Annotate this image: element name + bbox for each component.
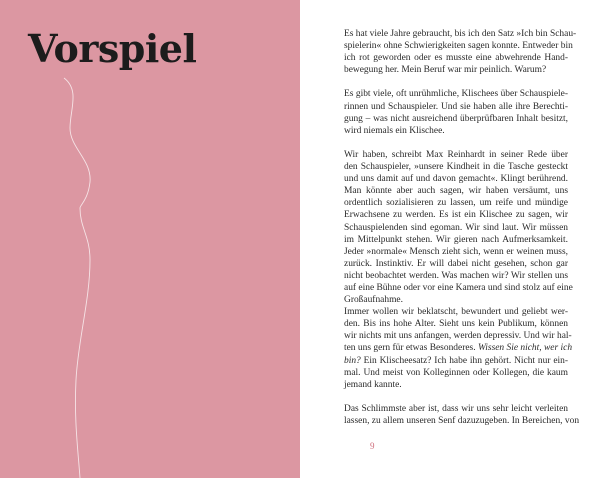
text-line-with-italic (344, 355, 568, 367)
text-line: jemand kannte. (344, 379, 402, 390)
text-line: Immer wollen wir beklatscht, bewundert und geliebt wer- (344, 307, 568, 318)
page-number: 9 (370, 441, 375, 451)
text-line: gung – was nicht ausreichend überprüfbaren Inhalt besitzt, (344, 113, 568, 124)
italic-quote: bin? (344, 355, 361, 366)
text-line: Man könnte aber auch sagen, wir haben versäumt, uns (344, 186, 568, 197)
text-line: Es hat viele Jahre gebraucht, bis ich den Satz »Ich bin Schau- (344, 29, 577, 39)
italic-quote: Wissen Sie nicht, wer ich (477, 343, 573, 354)
text-line: Jeder »normale« Mensch zieht sich, wenn er weinen muss, (344, 246, 568, 257)
text-line: bewegung her. Mein Beruf war mir peinlich. Warum? (344, 65, 547, 76)
text-line: wird niemals ein Klischee. (344, 125, 445, 136)
text-line: Das Schlimmste aber ist, dass wir uns sehr leicht verleiten (344, 403, 568, 414)
text-line: Wir haben, schreibt Max Reinhardt in seiner Rede über (344, 149, 568, 160)
paragraph-1 (344, 28, 577, 76)
text-line: wir nichts mit uns anfangen, werden depressiv. Und wir hal- (344, 331, 572, 342)
text-line: Schauspielenden sind egoman. Wir sind laut. Wir müssen (344, 222, 568, 233)
text-line: lassen, zu allem unseren Senf dazuzugeben. In Bereichen, von (344, 416, 580, 426)
text-line-with-italic (344, 342, 573, 354)
text-line: ich rot geworden oder es musste eine abwehrende Hand- (344, 53, 568, 64)
text-line: Es gibt viele, oft unrühmliche, Klischees über Schauspiele- (344, 89, 568, 100)
text-segment: ten uns gern für etwas Besonderes. (344, 343, 476, 354)
body-text (344, 28, 580, 427)
text-line: auf eine Bühne oder vor eine Kamera und sind stolz auf eine (344, 282, 573, 293)
text-line: den Schauspieler, »unsere Kindheit in die Tasche gesteckt (344, 162, 568, 173)
paragraph-4 (344, 306, 573, 391)
chapter-title: Vorspiel (28, 26, 197, 71)
text-line: im Mittelpunkt stehen. Wir gieren nach Aufmerksamkeit. (344, 234, 568, 245)
right-page (300, 0, 600, 478)
text-segment: Ein Klischeesatz? Ich habe ihn gehört. Nicht nur ein- (360, 355, 568, 366)
paragraph-5 (344, 403, 580, 427)
text-line: ordentlich sozialisieren zu lassen, um reife und mündige (344, 198, 568, 209)
text-line: spielerin« ohne Schwierigkeiten sagen konnte. Entweder bin (344, 41, 573, 52)
text-line: mal. Und meist von Kolleginnen oder Kollegen, die kaum (344, 367, 568, 378)
paragraph-3 (344, 149, 573, 306)
paragraph-2 (344, 88, 568, 136)
text-line: nicht beobachtet werden. Was machen wir? Wir stellen uns (344, 270, 568, 281)
text-line: den. Bis ins hohe Alter. Sieht uns kein Publikum, können (344, 319, 568, 330)
text-line: Großaufnahme. (344, 295, 403, 306)
text-line: zurück. Instinktiv. Er will dabei nicht gesehen, schon gar (344, 258, 568, 269)
text-line: und uns damit auf und davon gemacht«. Klingt berührend. (344, 174, 568, 185)
text-line: rinnen und Schauspieler. Und sie haben alle ihre Berechti- (344, 101, 568, 112)
text-line: Erwachsene zu werden. Es ist ein Klischee zu sagen, wir (344, 210, 568, 221)
